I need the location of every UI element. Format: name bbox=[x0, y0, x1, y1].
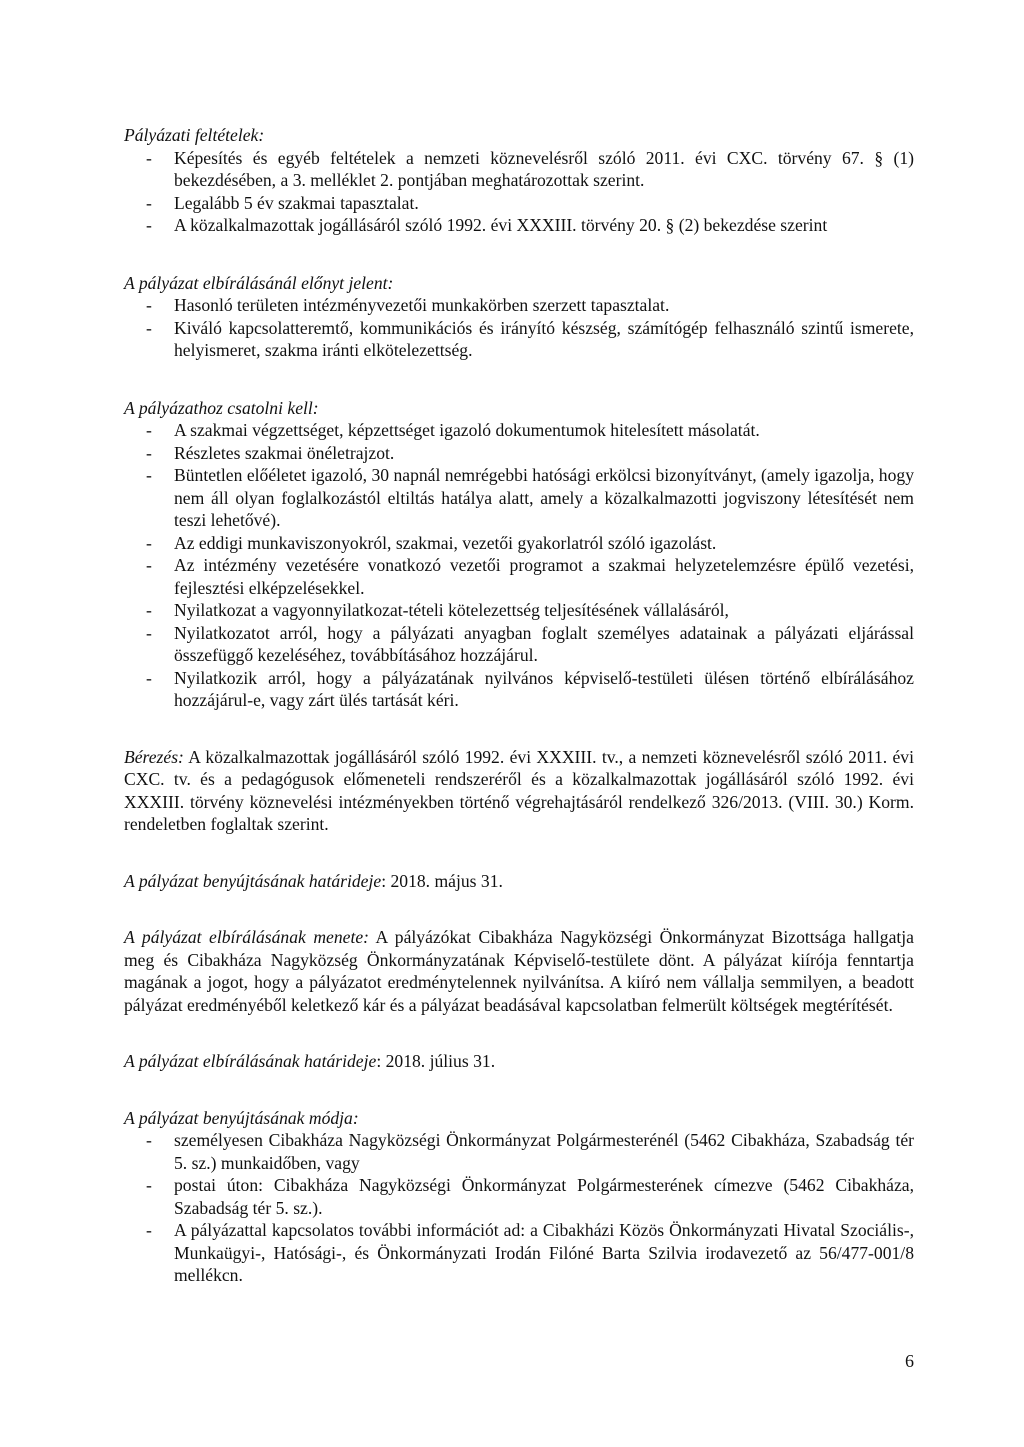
attachments-heading: A pályázathoz csatolni kell: bbox=[124, 397, 319, 418]
submission-list bbox=[124, 1129, 914, 1287]
salary-label: Bérezés: bbox=[124, 746, 184, 767]
conditions-heading: Pályázati feltételek: bbox=[124, 125, 265, 145]
list-item: - Büntetlen előéletet igazoló, 30 napnál nemrégebbi hatósági erkölcsi bizonyítványt, (amely igazolja, hogy nem áll olyan foglalkozástól eltiltás hatálya alatt, amely a közalkalmazotti jogviszony létesítését nem teszi lehetővé). bbox=[124, 464, 914, 532]
attachments-list bbox=[124, 419, 914, 712]
process-paragraph bbox=[124, 926, 914, 1016]
process-text: A pályázókat Cibakháza Nagyközségi Önkormányzat Bizottsága hallgatja meg és Cibakháza Nagyközség Önkormányzatának Képviselő-testülete dönt. A pályázat kiírója fenntartja magának a jogot, hogy a pályázatot eredménytelennek nyilvánítsa. A kiíró nem vállalja semmilyen, a beadott pályázat eredményéből keletkező kár és a pályázat beadásával kapcsolatban felmerült költségek megtérítését. bbox=[124, 927, 914, 1015]
list-item: - Nyilatkozat a vagyonnyilatkozat-tételi kötelezettség teljesítésének vállalásáról, bbox=[124, 599, 914, 622]
submission-heading: A pályázat benyújtásának módja: bbox=[124, 1107, 359, 1128]
list-item: - A szakmai végzettséget, képzettséget igazoló dokumentumok hitelesített másolatát. bbox=[124, 419, 914, 442]
page-number: 6 bbox=[905, 1351, 914, 1371]
list-item: - Kiváló kapcsolatteremtő, kommunikációs és irányító készség, számítógép felhasználó szintű ismerete, helyismeret, szakma iránti elkötelezettség. bbox=[124, 317, 914, 362]
salary-paragraph bbox=[124, 746, 914, 836]
list-item: - Nyilatkozatot arról, hogy a pályázati anyagban foglalt személyes adatainak a pályázati eljárással összefüggő kezeléséhez, továbbításához hozzájárul. bbox=[124, 622, 914, 667]
list-item: - A közalkalmazottak jogállásáról szóló 1992. évi XXXIII. törvény 20. § (2) bekezdése szerint bbox=[124, 214, 914, 237]
salary-text: A közalkalmazottak jogállásáról szóló 1992. évi XXXIII. tv., a nemzeti köznevelésről szóló 2011. évi CXC. tv. és a pedagógusok előmeneteli rendszeréről és a közalkalmazottak jogállásáról szóló 1992. évi XXXIII. törvény köznevelési intézményekben történő végrehajtásáról rendelkező 326/2013. (VIII. 30.) Korm. rendeletben foglaltak szerint. bbox=[124, 746, 914, 834]
decision-deadline-text: : 2018. július 31. bbox=[376, 1051, 496, 1071]
conditions-list bbox=[124, 147, 914, 237]
list-item: - Képesítés és egyéb feltételek a nemzeti köznevelésről szóló 2011. évi CXC. törvény 67. § (1) bekezdésében, a 3. melléklet 2. pontjában meghatározottak szerint. bbox=[124, 147, 914, 192]
list-item: - Nyilatkozik arról, hogy a pályázatának nyilvános képviselő-testületi ülésen történő elbírálásához hozzájárul-e, vagy zárt ülés tartását kéri. bbox=[124, 667, 914, 712]
deadline-text: : 2018. május 31. bbox=[381, 870, 503, 891]
list-item: - személyesen Cibakháza Nagyközségi Önkormányzat Polgármesterénél (5462 Cibakháza, Szabadság tér 5. sz.) munkaidőben, vagy bbox=[124, 1129, 914, 1174]
submission-section bbox=[124, 1107, 914, 1287]
deadline-paragraph bbox=[124, 870, 914, 893]
decision-deadline-paragraph bbox=[124, 1050, 914, 1073]
list-item: - Részletes szakmai önéletrajzot. bbox=[124, 442, 914, 465]
attachments-section bbox=[124, 397, 914, 712]
conditions-section bbox=[124, 124, 914, 237]
list-item: - postai úton: Cibakháza Nagyközségi Önkormányzat Polgármesterének címezve (5462 Cibakháza, Szabadság tér 5. sz.). bbox=[124, 1174, 914, 1219]
advantages-heading: A pályázat elbírálásánál előnyt jelent: bbox=[124, 272, 394, 293]
list-item: - Az eddigi munkaviszonyokról, szakmai, vezetői gyakorlatról szóló igazolást. bbox=[124, 532, 914, 555]
process-label: A pályázat elbírálásának menete: bbox=[124, 927, 369, 947]
list-item: - Legalább 5 év szakmai tapasztalat. bbox=[124, 192, 914, 215]
advantages-list bbox=[124, 294, 914, 362]
list-item: - Az intézmény vezetésére vonatkozó vezetői programot a szakmai helyzetelemzésre épülő vezetési, fejlesztési elképzelésekkel. bbox=[124, 554, 914, 599]
decision-deadline-label: A pályázat elbírálásának határideje bbox=[124, 1051, 377, 1071]
advantages-section bbox=[124, 272, 914, 362]
document-page bbox=[124, 124, 914, 1287]
deadline-label: A pályázat benyújtásának határideje bbox=[124, 870, 382, 891]
list-item: - A pályázattal kapcsolatos további információt ad: a Cibakházi Közös Önkormányzati Hivatal Szociális-, Munkaügyi-, Hatósági-, és Önkormányzati Irodán Filóné Barta Szilvia irodavezető az 56/477-001/8 mellékcn. bbox=[124, 1219, 914, 1287]
list-item: - Hasonló területen intézményvezetői munkakörben szerzett tapasztalat. bbox=[124, 294, 914, 317]
